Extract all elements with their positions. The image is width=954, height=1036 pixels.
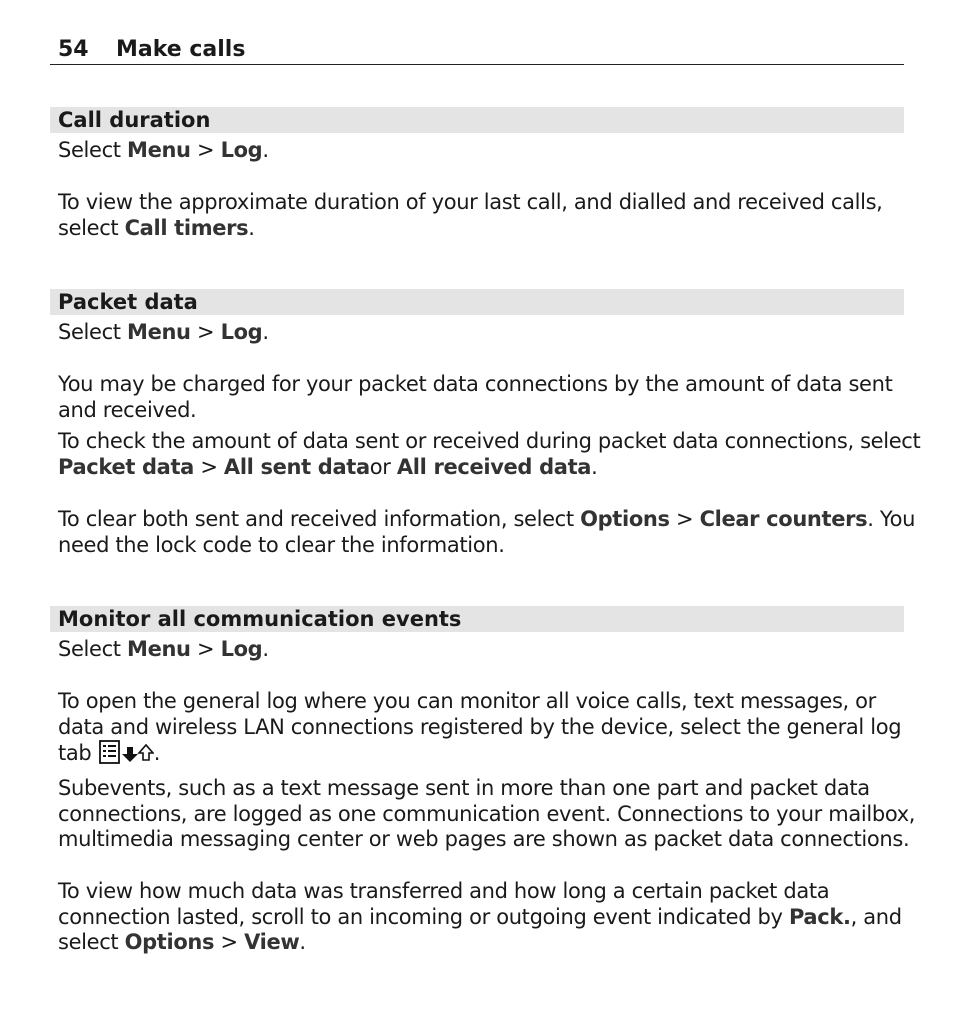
paragraph — [58, 689, 903, 771]
path-separator: > — [194, 454, 224, 479]
paragraph — [58, 776, 916, 853]
path-separator: > — [190, 138, 221, 162]
menu-path-menu: Menu — [127, 320, 191, 344]
text-fragment: To clear both sent and received information, select — [58, 507, 581, 531]
select-line — [58, 320, 903, 346]
section-heading-call-duration — [50, 107, 904, 133]
paragraph — [58, 429, 921, 480]
text-fragment: , and — [850, 904, 902, 929]
text-fragment: . — [262, 637, 269, 661]
menu-path-clear-counters: Clear counters — [699, 507, 868, 531]
general-log-tab-icon — [98, 740, 154, 771]
text-line — [58, 455, 903, 481]
text-line: and received. — [58, 397, 197, 422]
section-heading-text: Monitor all communication events — [58, 607, 462, 631]
select-line — [58, 138, 903, 164]
text-fragment: Select — [58, 320, 128, 344]
paragraph — [58, 372, 903, 423]
chapter-title: Make calls — [116, 37, 246, 62]
page-header — [50, 36, 904, 65]
text-fragment: connection lasted, scroll to an incoming or outgoing event indicated by — [58, 904, 789, 929]
section-heading-packet-data — [50, 289, 904, 315]
text-fragment: . — [153, 741, 161, 765]
menu-path-packet-data: Packet data — [58, 454, 195, 479]
text-fragment: . — [262, 320, 269, 344]
text-line: Subevents, such as a text message sent in more than one part and packet data — [58, 776, 870, 800]
page-number: 54 — [58, 37, 89, 62]
menu-path-menu: Menu — [127, 138, 191, 162]
text-line — [58, 905, 903, 931]
text-fragment: . You — [867, 507, 916, 531]
paragraph — [58, 507, 916, 558]
text-fragment: select — [58, 215, 125, 240]
text-line: To open the general log where you can monitor all voice calls, text messages, or — [58, 689, 876, 713]
menu-path-log: Log — [220, 320, 263, 344]
select-line — [58, 637, 903, 663]
text-fragment: Select — [58, 637, 128, 661]
text-fragment: . — [262, 138, 269, 162]
text-fragment: tab — [58, 741, 98, 765]
text-line: To view how much data was transferred and how long a certain packet data — [58, 879, 830, 903]
menu-path-log: Log — [220, 138, 263, 162]
text-line — [58, 507, 916, 533]
section-heading-monitor-events — [50, 606, 904, 632]
text-fragment: or — [369, 454, 397, 479]
menu-path-all-received-data: All received data — [396, 454, 592, 479]
section-heading-text: Call duration — [58, 108, 211, 132]
text-line: multimedia messaging center or web pages are shown as packet data connections. — [58, 827, 910, 851]
text-line: You may be charged for your packet data connections by the amount of data sent — [58, 372, 893, 396]
text-line — [58, 216, 903, 242]
text-fragment: . — [299, 930, 306, 954]
text-fragment: Select — [58, 138, 128, 162]
text-line: connections, are logged as one communication event. Connections to your mailbox, — [58, 801, 916, 826]
menu-path-all-sent-data: All sent data — [223, 454, 370, 479]
text-line: To check the amount of data sent or received during packet data connections, select — [58, 429, 921, 453]
text-line — [58, 740, 903, 771]
text-line: To view the approximate duration of your last call, and dialled and received calls, — [58, 190, 883, 214]
text-line — [58, 930, 903, 956]
path-separator: > — [669, 507, 700, 531]
path-separator: > — [190, 320, 221, 344]
menu-path-call-timers: Call timers — [124, 215, 249, 240]
event-indicator-pack: Pack. — [788, 904, 851, 929]
text-fragment: . — [248, 215, 255, 240]
menu-path-view: View — [244, 930, 300, 954]
menu-path-log: Log — [220, 637, 263, 661]
menu-path-options: Options — [580, 507, 670, 531]
text-fragment: . — [591, 454, 598, 479]
path-separator: > — [190, 637, 221, 661]
text-fragment: select — [58, 930, 125, 954]
menu-path-menu: Menu — [127, 637, 191, 661]
text-line: need the lock code to clear the information. — [58, 532, 505, 557]
path-separator: > — [214, 930, 245, 954]
paragraph — [58, 879, 903, 956]
section-heading-text: Packet data — [58, 290, 198, 314]
menu-path-options: Options — [124, 930, 215, 954]
paragraph — [58, 190, 903, 241]
text-line: data and wireless LAN connections registered by the device, select the general log — [58, 714, 902, 739]
